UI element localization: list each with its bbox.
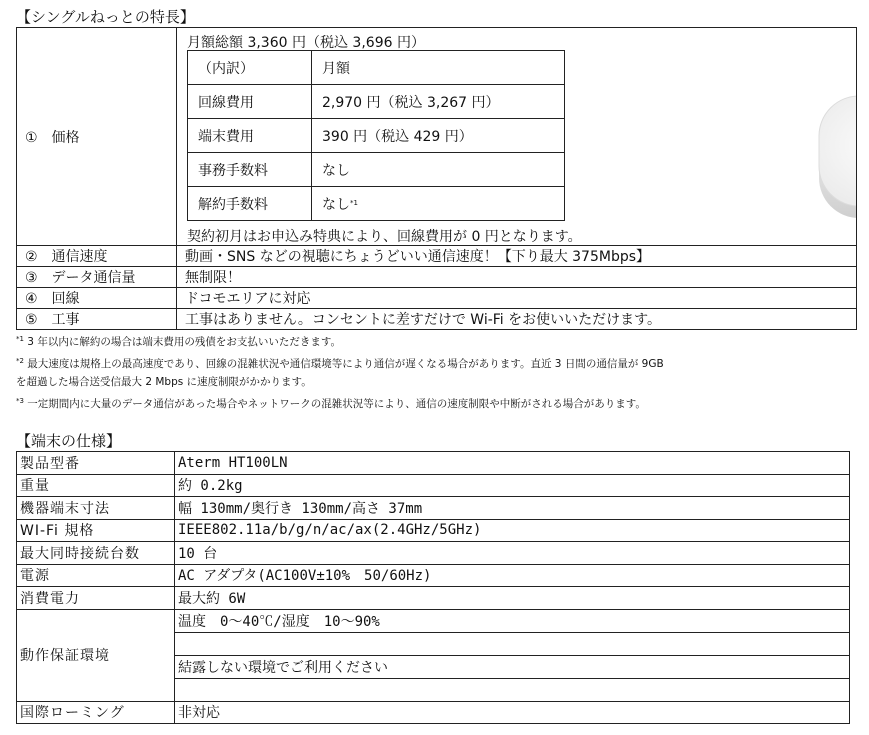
line-label: ④ 回線	[17, 288, 177, 309]
price-total: 月額総額 3,360 円（税込 3,696 円）	[187, 35, 425, 51]
spec-key: 最大同時接続台数	[17, 542, 175, 565]
price-cell	[177, 28, 857, 246]
line-value: ドコモエリアに対応	[177, 288, 857, 309]
table-row	[188, 153, 565, 187]
spec-value: 最大約 6W	[175, 587, 850, 610]
table-row	[17, 474, 850, 497]
spec-value: IEEE802.11a/b/g/n/ac/ax(2.4GHz/5GHz)	[175, 519, 850, 542]
price-note: 契約初月はお申込み特典により、回線費用が 0 円となります。	[187, 229, 582, 245]
spec-value	[175, 678, 850, 701]
table-row	[188, 187, 565, 221]
breakdown-value	[312, 187, 565, 221]
breakdown-value: 月額	[312, 51, 565, 85]
features-table	[16, 27, 857, 330]
table-row	[188, 119, 565, 153]
table-row	[17, 564, 850, 587]
spec-key: 重量	[17, 474, 175, 497]
price-label: ① 価格	[17, 28, 177, 246]
table-row	[17, 519, 850, 542]
footnote-mark: *2	[16, 356, 24, 365]
spec-value: Aterm HT100LN	[175, 452, 850, 475]
section-heading-features: 【シングルねっとの特長】	[16, 8, 195, 26]
footnote-text: 最大速度は規格上の最高速度であり、回線の混雑状況や通信環境等により通信が遅くなる場合があります。直近 3 日間の通信量が 9GB	[23, 357, 664, 370]
footnote-2-cont: を超過した場合送受信最大 2 Mbps に速度制限がかかります。	[16, 376, 312, 388]
spec-value	[175, 632, 850, 655]
footnote-text: 3 年以内に解約の場合は端末費用の残債をお支払いいただきます。	[23, 336, 341, 348]
spec-key: 消費電力	[17, 587, 175, 610]
cancel-fee-value: なし	[322, 196, 350, 213]
work-value: 工事はありません。コンセントに差すだけで Wi-Fi をお使いいただけます。	[177, 309, 857, 330]
price-breakdown-table	[187, 50, 565, 221]
speed-value: 動画・SNS などの視聴にちょうどいい通信速度！【下り最大 375Mbps】	[177, 246, 857, 267]
spec-key: 電源	[17, 564, 175, 587]
breakdown-value: 390 円（税込 429 円）	[312, 119, 565, 153]
spec-value: 温度 0〜40℃/湿度 10〜90%	[175, 609, 850, 632]
breakdown-value: 2,970 円（税込 3,267 円）	[312, 85, 565, 119]
spec-value: AC アダプタ(AC100V±10% 50/60Hz)	[175, 564, 850, 587]
work-label: ⑤ 工事	[17, 309, 177, 330]
spec-key: 国際ローミング	[17, 701, 175, 724]
breakdown-key: 解約手数料	[188, 187, 312, 221]
breakdown-key: 回線費用	[188, 85, 312, 119]
table-row	[17, 497, 850, 520]
spec-value: 非対応	[175, 701, 850, 724]
data-label: ③ データ通信量	[17, 267, 177, 288]
spec-value: 10 台	[175, 542, 850, 565]
table-row	[17, 609, 850, 632]
footnotes	[16, 330, 664, 413]
spec-value: 約 0.2kg	[175, 474, 850, 497]
data-value: 無制限！	[177, 267, 857, 288]
spec-key: 動作保証環境	[17, 609, 175, 701]
table-row	[17, 587, 850, 610]
spec-value: 結露しない環境でご利用ください	[175, 655, 850, 678]
table-row	[17, 452, 850, 475]
spec-value: 幅 130mm/奥行き 130mm/高さ 37mm	[175, 497, 850, 520]
footnote-mark: *1	[16, 335, 24, 343]
speed-label: ② 通信速度	[17, 246, 177, 267]
footnote-text: 一定期間内に大量のデータ通信があった場合やネットワークの混雑状況等により、通信の速度制限や中断がされる場合があります。	[23, 397, 646, 410]
footnote-3	[16, 392, 664, 414]
footnote-mark: *3	[16, 396, 24, 405]
footnote-ref: *1	[350, 198, 358, 207]
spec-key: 製品型番	[17, 452, 175, 475]
table-row	[17, 701, 850, 724]
spec-key: WI-Fi 規格	[17, 519, 175, 542]
section-heading-specs: 【端末の仕様】	[16, 432, 122, 450]
table-row	[17, 542, 850, 565]
table-row	[188, 51, 565, 85]
breakdown-key: （内訳）	[188, 51, 312, 85]
breakdown-key: 端末費用	[188, 119, 312, 153]
table-row	[188, 85, 565, 119]
footnote-2	[16, 352, 664, 374]
spec-table	[16, 451, 850, 724]
spec-key: 機器端末寸法	[17, 497, 175, 520]
breakdown-value: なし	[312, 153, 565, 187]
footnote-1	[16, 330, 664, 352]
breakdown-key: 事務手数料	[188, 153, 312, 187]
router-image	[817, 94, 857, 224]
